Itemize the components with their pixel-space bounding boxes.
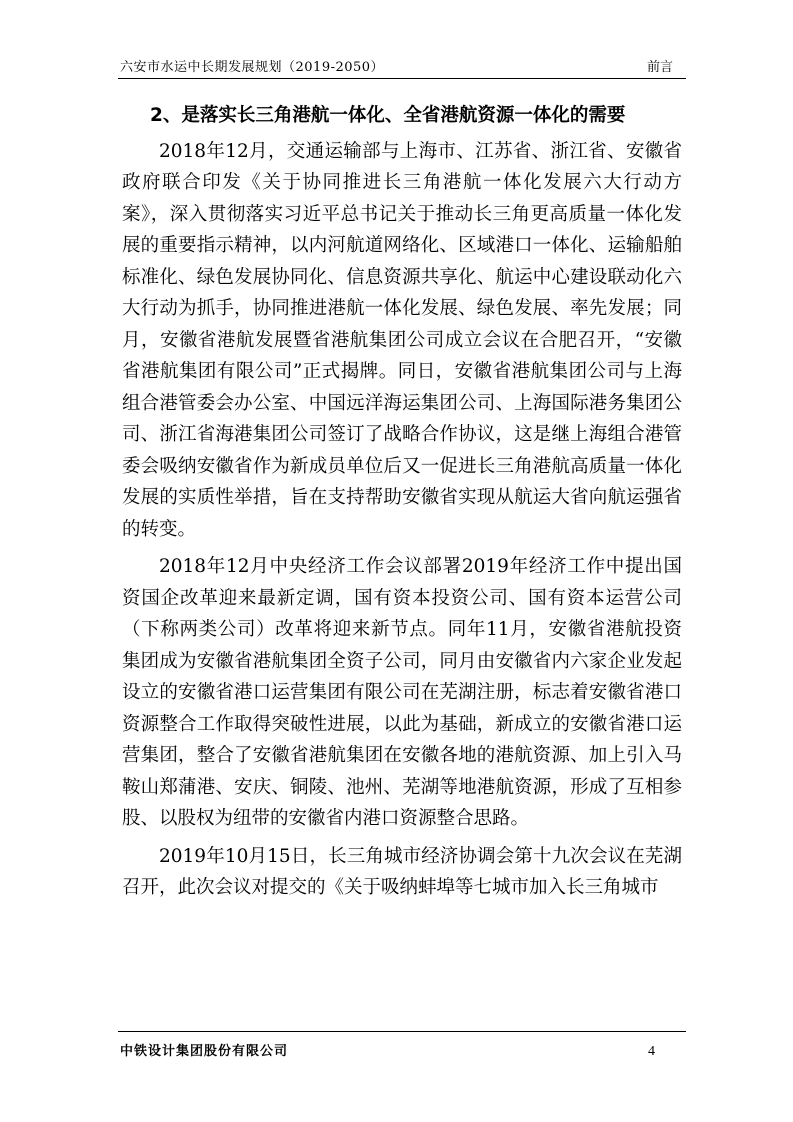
page-header	[120, 54, 685, 78]
header-divider	[118, 78, 686, 79]
footer-divider	[118, 1031, 686, 1032]
header-title: 六安市水运中长期发展规划（2019-2050）	[120, 60, 385, 75]
paragraph: 2018年12月中央经济工作会议部署2019年经济工作中提出国资国企改革迎来最新定调，国有资本投资公司、国有资本运营公司（下称两类公司）改革将迎来新节点。同年11月，安徽省港航投资集团成为安徽省港航集团全资子公司，同月由安徽省内六家企业发起设立的安徽省港口运营集团有限公司在芜湖注册，标志着安徽省港口资源整合工作取得突破性进展，以此为基础，新成立的安徽省港口运营集团，整合了安徽省港航集团在安徽各地的港航资源、加上引入马鞍山郑蒲港、安庆、铜陵、池州、芜湖等地港航资源，形成了互相参股、以股权为纽带的安徽省内港口资源整合思路。	[122, 556, 682, 829]
page-number: 4	[648, 1044, 655, 1059]
paragraph: 2019年10月15日，长三角城市经济协调会第十九次会议在芜湖召开，此次会议对提交的《关于吸纳蚌埠等七城市加入长三角城市	[122, 845, 682, 898]
paragraph: 2018年12月，交通运输部与上海市、江苏省、浙江省、安徽省政府联合印发《关于协同推进长三角港航一体化发展六大行动方案》，深入贯彻落实习近平总书记关于推动长三角更高质量一体化发展的重要指示精神，以内河航道网络化、区域港口一体化、运输船舶标准化、绿色发展协同化、信息资源共享化、航运中心建设联动化六大行动为抓手，协同推进港航一体化发展、绿色发展、率先发展；同月，安徽省港航发展暨省港航集团公司成立会议在合肥召开，“安徽省港航集团有限公司”正式揭牌。同日，安徽省港航集团公司与上海组合港管委会办公室、中国远洋海运集团公司、上海国际港务集团公司、浙江省海港集团公司签订了战略合作协议，这是继上海组合港管委会吸纳安徽省作为新成员单位后又一促进长三角港航高质量一体化发展的实质性举措，旨在支持帮助安徽省实现从航运大省向航运强省的转变。	[122, 140, 682, 540]
section-heading: 2、是落实长三角港航一体化、全省港航资源一体化的需要	[150, 105, 626, 126]
body-content	[122, 100, 682, 910]
page-footer	[120, 1036, 685, 1066]
header-section: 前言	[646, 60, 673, 75]
company-name: 中铁设计集团股份有限公司	[120, 1044, 289, 1059]
